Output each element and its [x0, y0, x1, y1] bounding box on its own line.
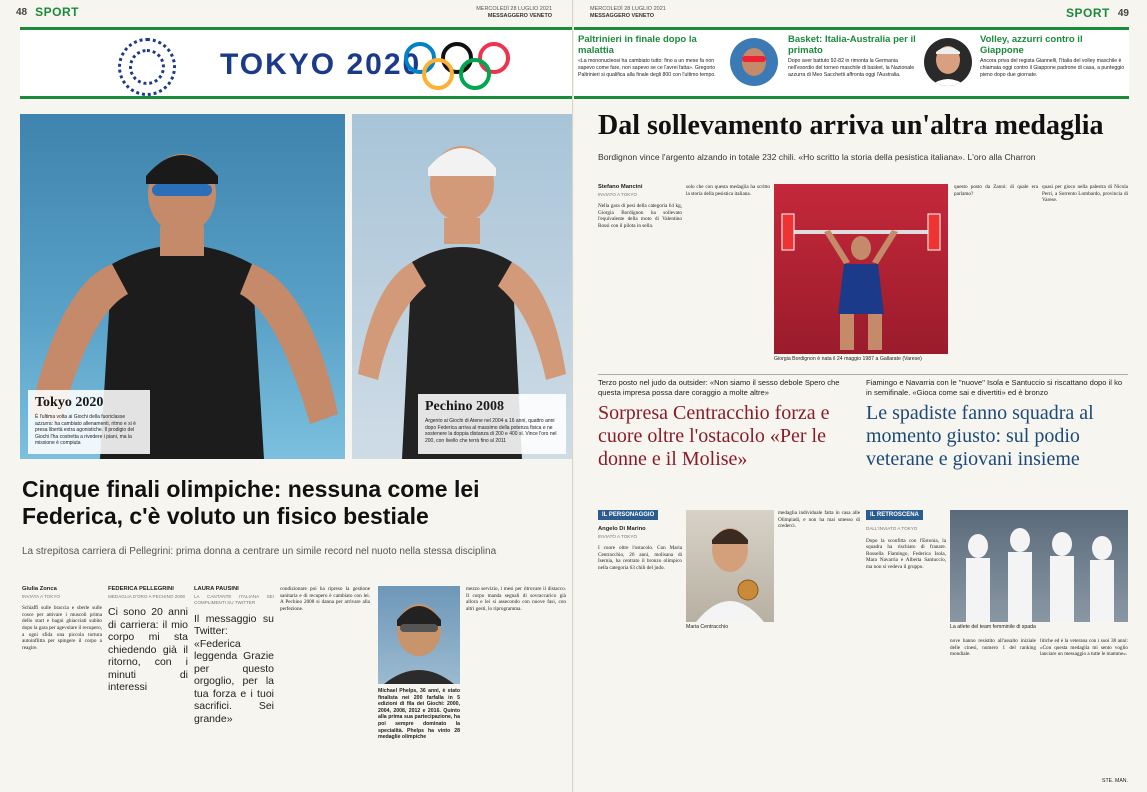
weightlifter-icon — [774, 184, 948, 354]
fencers-caption: La atlete del team femminile di spada — [950, 624, 1036, 630]
quote-box-pellegrini — [108, 586, 188, 786]
phelps-portrait-icon — [378, 586, 460, 684]
sacchetti-avatar — [924, 38, 972, 86]
caption-title: Pechino 2008 — [425, 399, 504, 414]
left-topbar — [0, 0, 572, 24]
main-headline: Dal sollevamento arriva un'altra medaglia — [598, 110, 1104, 141]
story2-column-1 — [598, 526, 682, 786]
teaser-text: Dopo aver battuto 92-82 in rimonta la Germania nell'esordio del torneo maschile di basket, la Nazionale azzurra di Meo Sacchetti affronta oggi l'Australia. — [788, 58, 915, 78]
photo-phelps — [378, 586, 460, 684]
lifter-caption: Giorgia Bordignon è nata il 24 maggio 1987 a Gallarate (Varese) — [774, 356, 922, 362]
story3-kicker: Fiamingo e Navarria con le "nuove" Isola e Santuccio si riscattano dopo il ko in semifinale. «Gioca come sai e divertiti» ed è bronzo — [866, 378, 1123, 397]
teaser-title: Basket: Italia-Australia per il primato — [788, 34, 916, 56]
date: MERCOLEDÌ 28 LUGLIO 2021 — [590, 6, 666, 12]
article-column-1 — [22, 586, 102, 786]
tag-personaggio: IL PERSONAGGIO — [598, 510, 658, 520]
date: MERCOLEDÌ 28 LUGLIO 2021 — [476, 6, 552, 12]
right-page — [574, 0, 1147, 792]
teaser-text: «La mononucleosi ha cambiato tutto: fino a un mese fa non sapevo come fare, non sapevo se ce l'avrei fatta». Gregorio Paltrinieri si qualifica alla finale degli 800 con l'ultimo tempo. — [578, 58, 716, 78]
fencers-team-icon — [950, 510, 1128, 622]
story3-column-2 — [950, 638, 1036, 786]
column-text: I cuore oltre l'ostacolo. Con Maria Centracchio, 26 anni, molisana di Isernia, ha centrato il bronzo olimpico nella categoria 63 chili del judo. — [598, 545, 682, 571]
quote-author-role: MEDAGLIA D'ORO A PECHINO 2008 — [108, 593, 185, 599]
banner-title: TOKYO 2020 — [220, 48, 422, 81]
column-text: mezzo servizio, i mesi per ritrovare il distacco. Il corpo manda segnali di sovraccarico già allora e lei si assecondo con nuove fasi, con altri gesti, lo riprogramma. — [466, 586, 566, 612]
quote-author-role: LA CANTANTE ITALIANA SEI COMPLIMENTI SU TWITTER — [194, 593, 274, 606]
teaser-paltrinieri — [578, 34, 728, 96]
right-topbar — [574, 0, 1147, 24]
story3-column-1 — [866, 526, 946, 786]
centracchio-caption: Maria Centracchio — [686, 624, 729, 630]
main-column-4 — [1042, 184, 1128, 372]
page-marker — [1066, 6, 1129, 20]
main-column-2 — [686, 184, 770, 372]
column-text: questo posto da Zanni: di quale era parlamo? — [954, 184, 1038, 197]
caption-pechino-2008 — [418, 394, 566, 454]
author: Stefano Mancini — [598, 184, 643, 190]
judoka-medal-icon — [686, 510, 774, 622]
section-label: SPORT — [35, 5, 79, 19]
teaser-volley — [980, 34, 1128, 96]
column-text: quasi per gioco nella palestra di Nicola Perri, a Sorrento Lombardo, provincia di Varese. — [1042, 184, 1128, 204]
column-text: solo che con questa medaglia ha scritto la storia della pesistica italiana. — [686, 184, 770, 197]
column-text: Dopo la sconfitta con l'Estonia, la squadra ha rischiato di franare. Rossella Fiamingo, Federica Isola, Mara Navarria e Alberta Santuccio, ma non si vedeva il gruppo. — [866, 537, 946, 570]
divider — [598, 374, 1128, 375]
column-text: Nella gara di pesi della categoria 64 kg, Giorgia Bordignon ha sollevato l'equivalente della moto di Valentino Rossi con il pilota in sella. — [598, 203, 682, 229]
photo-centracchio — [686, 510, 774, 622]
author-role: INVIATA A TOKYO — [22, 593, 60, 599]
author: Angelo Di Marino — [598, 526, 646, 532]
story2-headline: Sorpresa Centracchio forza e cuore oltre l'ostacolo «Per le donne e il Molise» — [598, 402, 830, 470]
column-text: Schiaffi sulle braccia e sberle sulle cosce per attivare i muscoli prima dello start e bagni ghiacciati subito dopo la gara per agevolare il recupero, a ogni sfida una piccola tortura autoinflitta per spingere il corpo a reagire. — [22, 605, 102, 651]
story2-kicker: Terzo posto nel judo da outsider: «Non siamo il sesso debole Spero che questa impresa possa dare coraggio a molte altre» — [598, 378, 840, 397]
quote-author: LAURA PAUSINI — [194, 586, 239, 592]
main-subhead: La strepitosa carriera di Pellegrini: prima donna a centrare un simile record nel nuoto nella stessa disciplina — [22, 546, 497, 557]
teaser-basket — [788, 34, 920, 96]
story2-column-3 — [778, 510, 860, 786]
paper-name: MESSAGGERO VENETO — [590, 13, 655, 19]
photo-tokyo-2020 — [20, 114, 345, 459]
author: Giulia Zonca — [22, 586, 57, 592]
caption-text: Argento ai Giochi di Atene nel 2004 a 16 anni, quattro anni dopo Federica arriva al massimo della potenza fisica e ne sostenere la doppia distanza di 200 e 400 sl. Vince l'oro nel 200, con livello che terrà fino al 2011 — [425, 418, 557, 444]
quote-author: FEDERICA PELLEGRINI — [108, 586, 174, 592]
tokyo-banner — [20, 27, 572, 99]
story3-headline: Le spadiste fanno squadra al momento giusto: sul podio veterane e giovani insieme — [866, 402, 1094, 470]
paltrinieri-avatar — [730, 38, 778, 86]
signature: STE. MAN. — [1102, 778, 1128, 784]
page-number: 49 — [1117, 7, 1129, 19]
caption-text: È l'ultima volta ai Giochi della fuoriclasse azzurra: ha cambiato allenamenti, ritmo e si è presa libertà extra agonistiche. Il prodigio del Giochi l'ha costretta a rivedere i piani, ma la missione è compiuta — [35, 414, 136, 446]
teaser-text: Ancora priva del regista Giannelli, l'Italia del volley maschile è chiamata oggi contro il Giappone padrone di casa, a punteggio pieno dopo due giornate. — [980, 58, 1125, 78]
photo-pechino-2008 — [352, 114, 573, 459]
dateline — [476, 6, 552, 20]
paper-name: MESSAGGERO VENETO — [487, 13, 552, 19]
main-column-3 — [954, 184, 1038, 372]
author-role: INVIATO A TOKYO — [598, 191, 637, 197]
column-text: litiche ed è la veterana con i suoi 38 anni: «Con questa medaglia mi sento voglio lanciare un messaggio a tutte le mamme». — [1040, 638, 1128, 658]
tag-retroscena: IL RETROSCENA — [866, 510, 923, 520]
teaser-title: Volley, azzurri contro il Giappone — [980, 34, 1083, 56]
photo-bordignon — [774, 184, 948, 354]
column-text: nove hanno resistito all'assalto iniziale delle cinesi, numero 1 del ranking mondiale. — [950, 638, 1036, 658]
teaser-banner — [574, 27, 1129, 99]
main-column-1 — [598, 184, 682, 372]
photo-fencers — [950, 510, 1128, 622]
main-headline: Cinque finali olimpiche: nessuna come lei Federica, c'è voluto un fisico bestiale — [22, 476, 480, 529]
author-role: INVIATO A TOKYO — [598, 533, 637, 539]
column-text: medaglia individuale fatta in casa alle Olimpiadi, e non ha mai smesso di crederci. — [778, 510, 860, 530]
olympic-rings-icon — [404, 42, 512, 92]
column-text: condizionare poi ha ripreso la gestione sanitaria e di recupero è cambiato con lei. A Pechino 2008 si danna per arrivare alla perfezione. — [280, 586, 370, 612]
caption-tokyo-2020 — [28, 390, 150, 454]
phelps-caption: Michael Phelps, 36 anni, è stato finalista nei 200 farfalla in 5 edizioni di fila dei Giochi: 2000, 2004, 2008, 2012 e 2016. Quinto alla prima sua partecipazione, ha poi sempre dominato la specialità. Phelps ha vinto 28 medaglie olimpiche — [378, 688, 460, 741]
tokyo-2020-logo-icon — [118, 38, 176, 96]
caption-title: Tokyo 2020 — [35, 395, 104, 410]
dateline — [590, 6, 666, 20]
teaser-title: Paltrinieri in finale dopo la malattia — [578, 34, 697, 56]
article-column-6 — [466, 586, 566, 786]
article-column-4 — [280, 586, 370, 786]
author-role: DALL'INVIATO A TOKYO — [866, 526, 918, 531]
quote-text: Il messaggio su Twitter: «Federica leggenda Grazie per questo orgoglio, per la tua forza e i tuoi sacrifici. Sei grande» — [194, 612, 274, 725]
section-label: SPORT — [1066, 6, 1110, 20]
story3-column-3 — [1040, 638, 1128, 778]
main-subhead: Bordignon vince l'argento alzando in totale 232 chili. «Ho scritto la storia della pesistica italiana». L'oro alla Charron — [598, 152, 1036, 162]
quote-box-pausini — [194, 586, 274, 786]
left-page — [0, 0, 573, 792]
quote-text: Ci sono 20 anni di carriera: il mio corpo mi sta chiedendo già il ritorno, con i minuti di interessi — [108, 606, 188, 694]
page-number: 48 — [16, 6, 28, 18]
